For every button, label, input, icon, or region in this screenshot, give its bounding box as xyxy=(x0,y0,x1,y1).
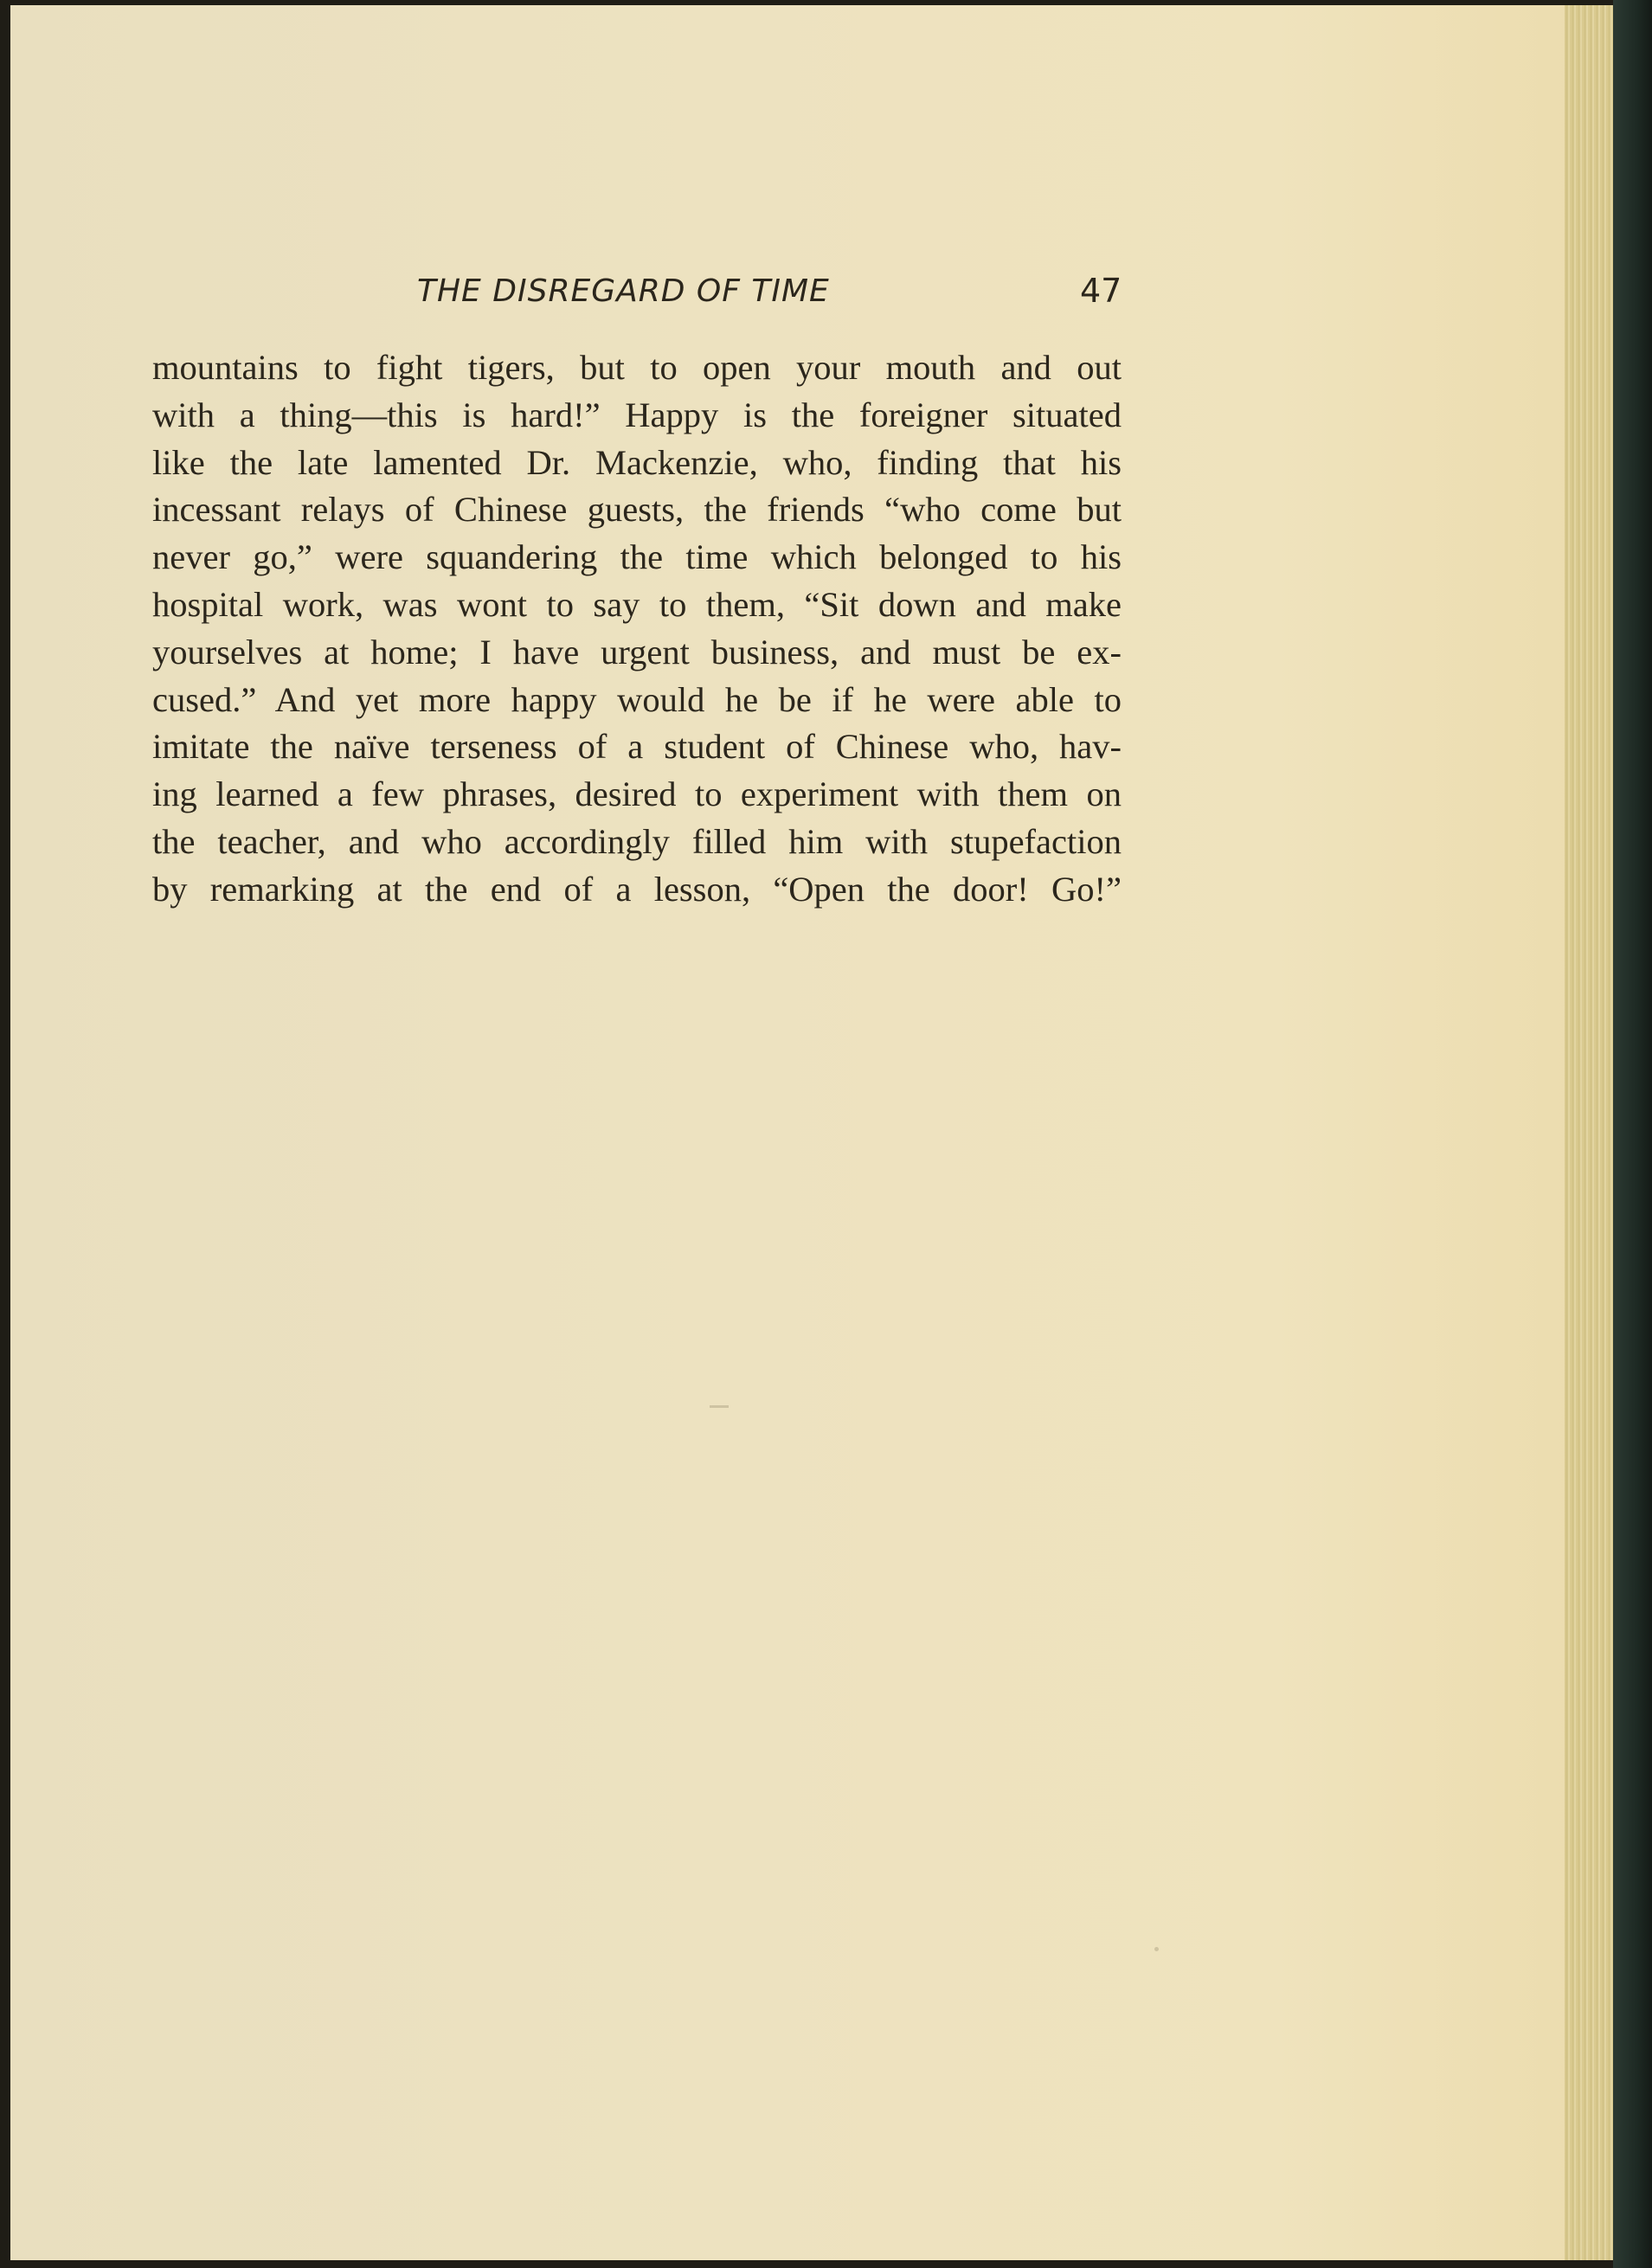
text-line: with a thing—this is hard!” Happy is the foreigner situated xyxy=(152,395,1122,434)
page-header xyxy=(152,268,1122,317)
text-line: hospital work, was wont to say to them, “Sit down and make xyxy=(152,584,1122,624)
book-cover-edge xyxy=(1613,0,1652,2268)
text-line: mountains to fight tigers, but to open your mouth and out xyxy=(152,348,1122,387)
body-paragraph xyxy=(152,344,1122,914)
text-line: imitate the naïve terseness of a student of Chinese who, hav- xyxy=(152,727,1122,767)
text-line: never go,” were squandering the time which belonged to his xyxy=(152,537,1122,577)
page-paper xyxy=(10,5,1592,2260)
page-number: 47 xyxy=(1080,272,1122,310)
paper-speck xyxy=(710,1405,729,1408)
text-line: cused.” And yet more happy would he be if he were able to xyxy=(152,679,1122,719)
paper-speck xyxy=(1154,1947,1159,1951)
text-line: yourselves at home; I have urgent business, and must be ex- xyxy=(152,632,1122,671)
text-line: incessant relays of Chinese guests, the friends “who come but xyxy=(152,490,1122,530)
text-line: by remarking at the end of a lesson, “Open the door! Go!” xyxy=(152,869,1122,909)
text-line: the teacher, and who accordingly filled him with stupefaction xyxy=(152,821,1122,861)
text-line: like the late lamented Dr. Mackenzie, who, finding that his xyxy=(152,442,1122,482)
page-fore-edge xyxy=(1565,5,1613,2260)
text-line: ing learned a few phrases, desired to experiment with them on xyxy=(152,774,1122,814)
running-head: THE DISREGARD OF TIME xyxy=(417,273,830,309)
